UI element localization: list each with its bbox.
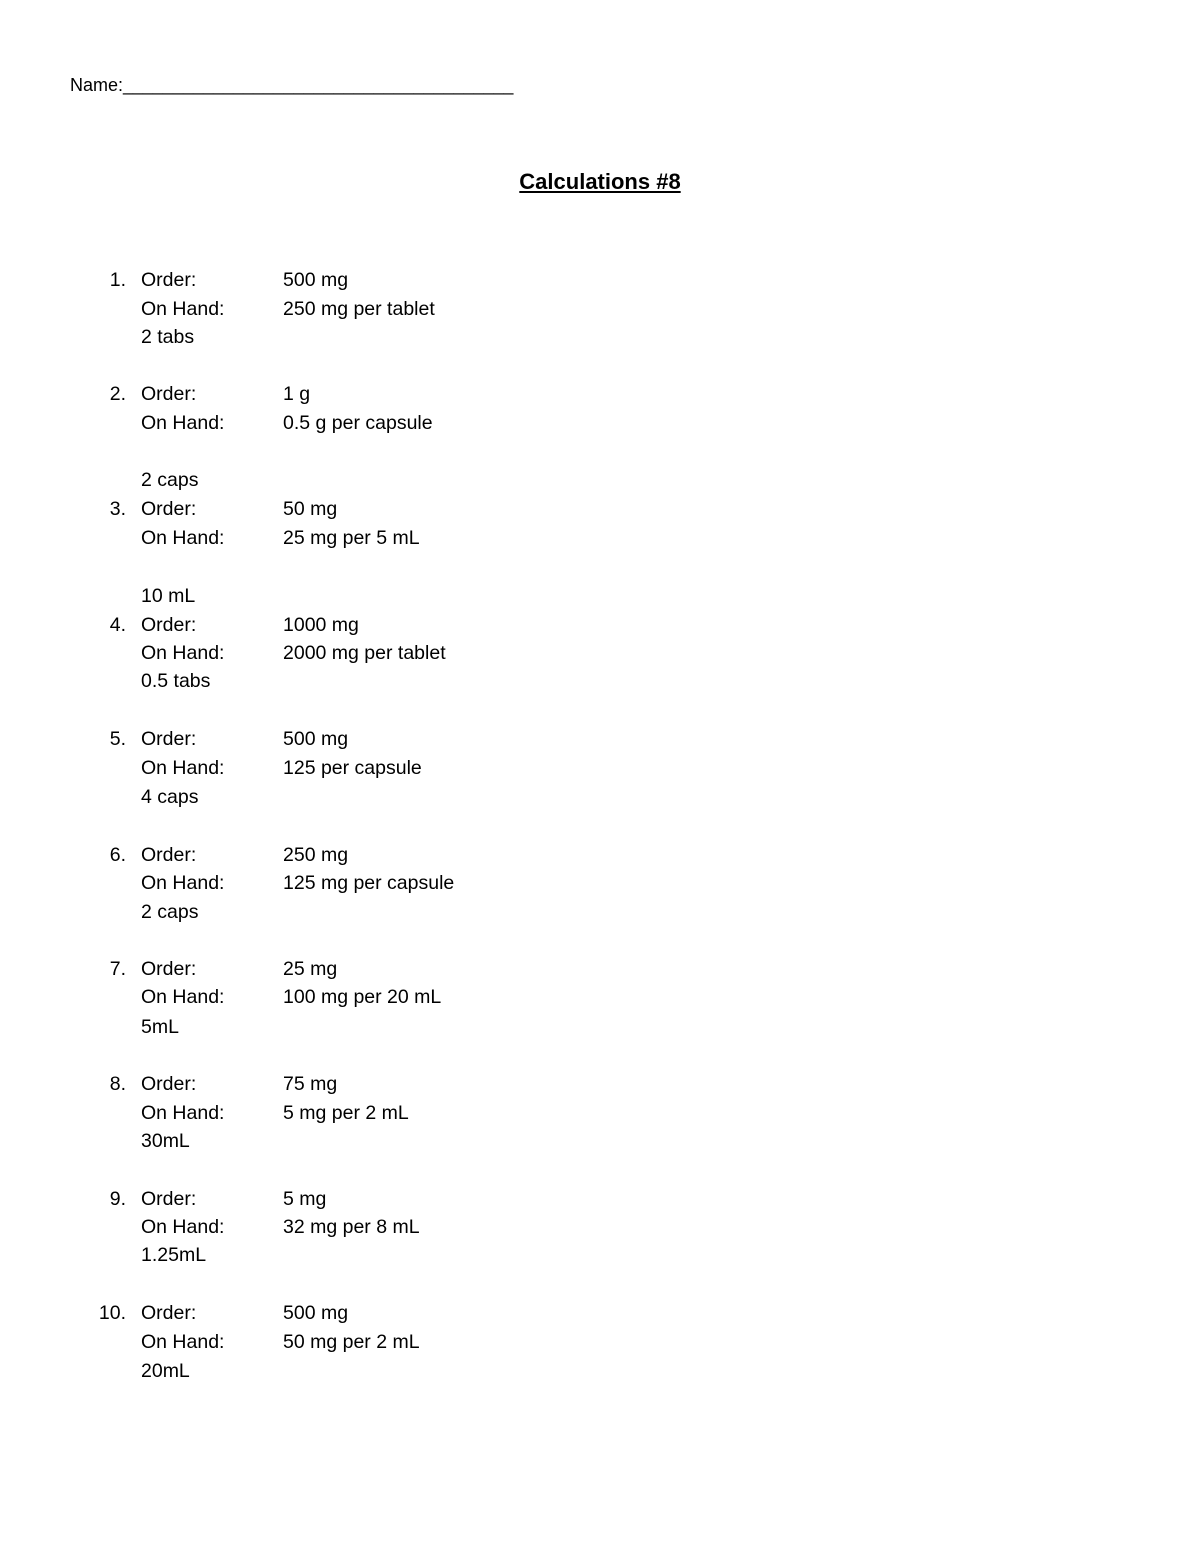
on-hand-value: 125 mg per capsule [283,872,455,894]
on-hand-value: 0.5 g per capsule [283,412,433,434]
order-label: Order: [141,844,197,866]
order-label: Order: [141,1073,197,1095]
on-hand-label: On Hand: [141,642,225,664]
on-hand-label: On Hand: [141,298,225,320]
on-hand-value: 50 mg per 2 mL [283,1331,420,1353]
problem-number: 9. [109,1188,126,1210]
problem-number: 6. [109,844,126,866]
on-hand-value: 100 mg per 20 mL [283,986,442,1008]
problem-number: 8. [109,1073,126,1095]
order-value: 1000 mg [283,614,359,636]
order-label: Order: [141,958,197,980]
answer-text: 4 caps [141,786,199,808]
name-label: Name: [70,75,124,95]
answer-text: 2 caps [141,469,199,491]
order-value: 500 mg [283,728,349,750]
on-hand-label: On Hand: [141,986,225,1008]
order-label: Order: [141,1302,197,1324]
order-label: Order: [141,498,197,520]
problem-number: 2. [109,383,126,405]
order-value: 500 mg [283,269,349,291]
on-hand-label: On Hand: [141,1102,225,1124]
page-title: Calculations #8 [519,169,681,194]
problem-number: 7. [109,958,126,980]
order-value: 50 mg [283,498,338,520]
answer-text: 30mL [141,1130,190,1152]
order-value: 1 g [283,383,311,405]
on-hand-value: 125 per capsule [283,757,422,779]
answer-text: 20mL [141,1360,190,1382]
on-hand-label: On Hand: [141,872,225,894]
on-hand-value: 2000 mg per tablet [283,642,446,664]
on-hand-value: 250 mg per tablet [283,298,435,320]
order-value: 75 mg [283,1073,338,1095]
on-hand-label: On Hand: [141,412,225,434]
order-label: Order: [141,269,197,291]
answer-text: 2 tabs [141,326,195,348]
answer-text: 10 mL [141,585,196,607]
answer-text: 5mL [141,1016,179,1038]
problem-number: 10. [98,1302,126,1324]
order-value: 500 mg [283,1302,349,1324]
order-label: Order: [141,1188,197,1210]
order-value: 25 mg [283,958,338,980]
on-hand-value: 5 mg per 2 mL [283,1102,409,1124]
on-hand-label: On Hand: [141,1216,225,1238]
problem-number: 3. [109,498,126,520]
order-label: Order: [141,383,197,405]
answer-text: 0.5 tabs [141,670,211,692]
order-value: 5 mg [283,1188,327,1210]
problem-number: 4. [109,614,126,636]
on-hand-label: On Hand: [141,527,225,549]
answer-text: 1.25mL [141,1244,207,1266]
answer-text: 2 caps [141,901,199,923]
order-value: 250 mg [283,844,349,866]
name-field-line [70,74,513,96]
on-hand-value: 25 mg per 5 mL [283,527,420,549]
order-label: Order: [141,614,197,636]
on-hand-label: On Hand: [141,757,225,779]
name-blank: _______________________________________ [123,75,514,95]
problem-number: 1. [109,269,126,291]
on-hand-label: On Hand: [141,1331,225,1353]
on-hand-value: 32 mg per 8 mL [283,1216,420,1238]
problem-number: 5. [109,728,126,750]
order-label: Order: [141,728,197,750]
